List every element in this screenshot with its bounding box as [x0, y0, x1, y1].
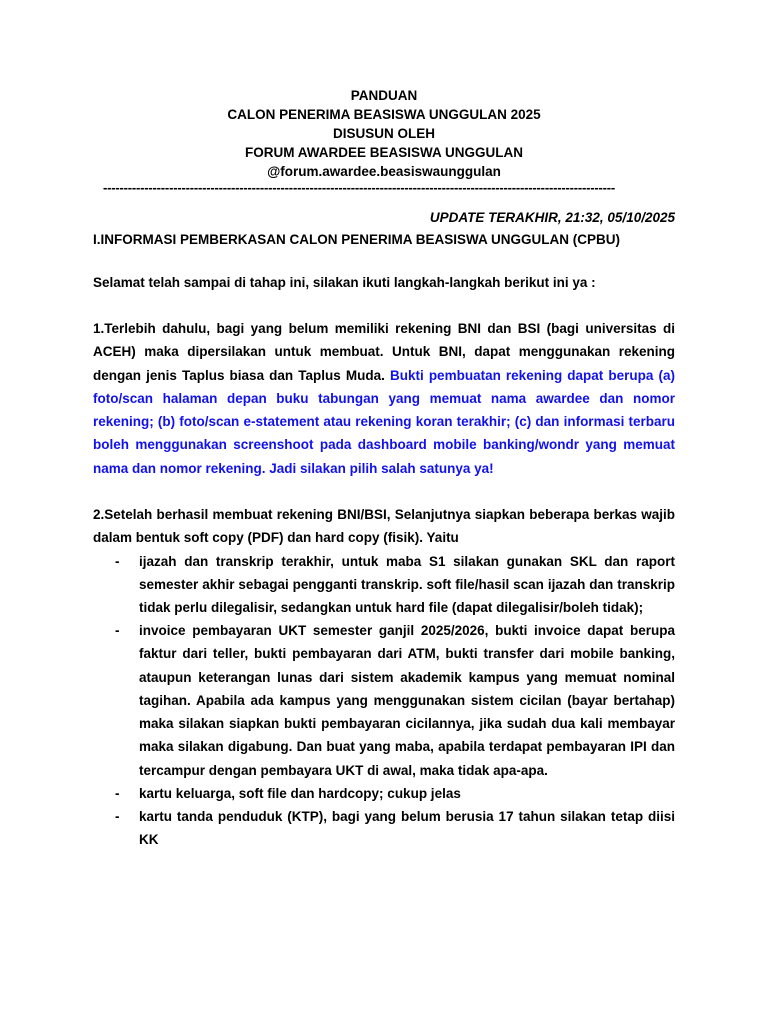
- section-title: I.INFORMASI PEMBERKASAN CALON PENERIMA BEASISWA UNGGULAN (CPBU): [93, 232, 621, 247]
- step-2-paragraph: 2.Setelah berhasil membuat rekening BNI/BSI, Selanjutnya siapkan beberapa berkas wajib dalam bentuk soft copy (PDF) dan hard copy (fisik). Yaitu: [93, 507, 675, 546]
- header-divider: ----------------------------------------------------------------------------------------------------------------------------: [103, 181, 616, 195]
- step-1-highlight: Bukti pembuatan rekening dapat berupa (a) foto/scan halaman depan buku tabungan yang memuat nama awardee dan nomor rekening; (b) foto/scan e-statement atau rekening koran terakhir; (c) dan informasi terbaru boleh menggunakan screenshoot pada dashboard mobile banking/wondr yang memuat nama dan nomor rekening. Jadi silakan pilih salah satunya ya!: [93, 367, 675, 476]
- dash-bullet: -: [115, 808, 120, 824]
- document-list: [93, 550, 675, 852]
- dash-bullet: -: [115, 785, 120, 801]
- header-subtitle: CALON PENERIMA BEASISWA UNGGULAN 2025: [227, 107, 541, 122]
- dash-bullet: -: [115, 553, 120, 569]
- list-item: [93, 782, 675, 805]
- list-item-text: ijazah dan transkrip terakhir, untuk maba S1 silakan gunakan SKL dan raport semester akhir sebagai pengganti transkrip. soft file/hasil scan ijazah dan transkrip tidak perlu dilegalisir, sedangkan untuk hard file (dapat dilegalisir/boleh tidak);: [139, 553, 675, 616]
- header-author: FORUM AWARDEE BEASISWA UNGGULAN: [244, 145, 523, 160]
- spacer: [93, 294, 675, 317]
- step-1-paragraph: [93, 317, 675, 480]
- intro-text: Selamat telah sampai di tahap ini, silakan ikuti langkah-langkah berikut ini ya :: [93, 275, 596, 290]
- spacer: [93, 480, 675, 503]
- dash-bullet: -: [115, 623, 120, 639]
- list-item: [93, 550, 675, 620]
- step-1-text: 1.Terlebih dahulu, bagi yang belum memiliki rekening BNI dan BSI (bagi universitas di ACEH) maka dipersilakan untuk membuat. Untuk BNI, dapat menggunakan rekening dengan jenis Taplus biasa dan Taplus Muda.: [93, 321, 675, 383]
- list-item-text: invoice pembayaran UKT semester ganjil 2025/2026, bukti invoice dapat berupa faktur dari teller, bukti pembayaran dari ATM, bukti transfer dari mobile banking, ataupun keterangan lunas dari sistem akademik kampus yang memuat nominal tagihan. Apabila ada kampus yang menggunakan sistem cicilan (bayar bertahap) maka silakan siapkan bukti pembayaran cicilannya, jika sudah dua kali membayar maka silakan digabung. Dan buat yang maba, apabila terdapat pembayaran IPI dan tercampur dengan pembayara UKT di awal, maka tidak apa-apa.: [139, 623, 675, 778]
- list-item-text: kartu keluarga, soft file dan hardcopy; cukup jelas: [139, 785, 461, 801]
- header-title: PANDUAN: [350, 88, 418, 103]
- header-handle: @forum.awardee.beasiswaunggulan: [267, 164, 501, 179]
- document-page: [93, 86, 675, 851]
- list-item: [93, 619, 675, 781]
- last-updated: UPDATE TERAKHIR, 21:32, 05/10/2025: [429, 210, 675, 225]
- header-author-label: DISUSUN OLEH: [332, 126, 435, 141]
- document-header: [93, 86, 675, 181]
- list-item-text: kartu tanda penduduk (KTP), bagi yang belum berusia 17 tahun silakan tetap diisi KK: [139, 808, 675, 848]
- list-item: [93, 805, 675, 851]
